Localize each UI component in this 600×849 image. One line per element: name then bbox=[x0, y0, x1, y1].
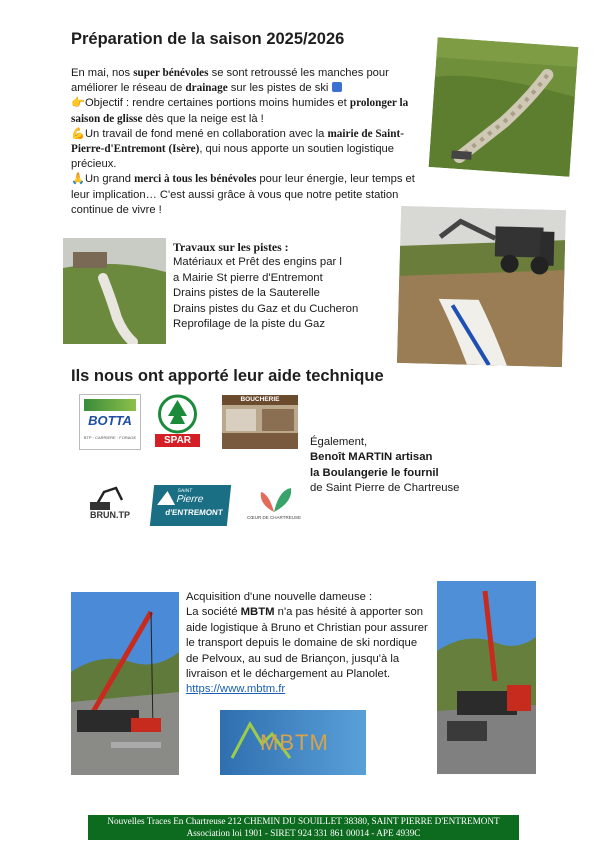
crane-truck-photo-left bbox=[71, 592, 179, 775]
botta-logo-subtitle: BTP · CARRIERE · FORAGE bbox=[83, 435, 137, 440]
spar-logo-text: SPAR bbox=[155, 434, 200, 447]
hillside-drain-photo bbox=[63, 238, 166, 344]
intro-paragraph-4: 🙏Un grand merci à tous les bénévoles pour leur énergie, leur temps et leur implication… C'est aussi grâce à vous que notre petite station continue de vivre ! bbox=[71, 173, 415, 216]
footer-address: Nouvelles Traces En Chartreuse 212 CHEMIN DU SOUILLET 38380, SAINT PIERRE D'ENTREMONT bbox=[107, 816, 500, 826]
excavator-icon bbox=[82, 484, 138, 512]
coeur-de-chartreuse-logo bbox=[247, 484, 301, 528]
groomer-description: La société MBTM n'a pas hésité à apporter son aide logistique à Bruno et Christian pour assurer le transport depuis le domaine de ski nordique de Pelvoux, au sud de Briançon, jusqu'à la livraison et le déchargement au Planolet. bbox=[186, 606, 428, 681]
section-title-technical-help: Ils nous ont apporté leur aide technique bbox=[71, 367, 384, 385]
spar-tree-icon bbox=[155, 394, 200, 434]
chartreuse-logo-text: CŒUR DE CHARTREUSE bbox=[247, 515, 301, 520]
brun-tp-logo bbox=[82, 484, 138, 528]
works-line: Reprofilage de la piste du Gaz bbox=[173, 318, 325, 331]
crane-truck-photo-right bbox=[437, 581, 536, 774]
helper-name-2: la Boulangerie le fournil bbox=[310, 466, 439, 479]
footer bbox=[88, 815, 519, 840]
intro-paragraph-2: 👉Objectif : rendre certaines portions moins humides et prolonger la saison de glisse dès que la neige est là ! bbox=[71, 97, 409, 125]
works-line: a Mairie St pierre d'Entremont bbox=[173, 271, 323, 284]
mbtm-logo-text: MBTM bbox=[260, 730, 329, 755]
pointing-hand-icon: 👉 bbox=[71, 97, 85, 110]
intro-text bbox=[71, 66, 429, 218]
flexed-arm-icon: 💪 bbox=[71, 127, 85, 140]
works-heading: Travaux sur les pistes : bbox=[173, 240, 289, 254]
page-title: Préparation de la saison 2025/2026 bbox=[71, 30, 345, 48]
works-line: Drains pistes de la Sauterelle bbox=[173, 287, 320, 300]
works-line: Drains pistes du Gaz et du Cucheron bbox=[173, 302, 359, 315]
mbtm-website-link[interactable]: https://www.mbtm.fr bbox=[186, 683, 286, 696]
ski-emoji-icon bbox=[332, 82, 342, 92]
drain-trench-photo bbox=[429, 37, 579, 177]
spar-logo bbox=[155, 394, 200, 448]
intro-paragraph-1: En mai, nos super bénévoles se sont retroussé les manches pour améliorer le réseau de drainage sur les pistes de ski bbox=[71, 67, 389, 95]
boucherie-sign-text: BOUCHERIE bbox=[240, 396, 280, 403]
groomer-heading: Acquisition d'une nouvelle dameuse : bbox=[186, 591, 373, 603]
groomer-text bbox=[186, 590, 431, 698]
footer-legal: Association loi 1901 - SIRET 924 331 861 00014 - APE 4939C bbox=[186, 827, 421, 838]
intro-paragraph-3: 💪Un travail de fond mené en collaboration avec la mairie de Saint-Pierre-d'Entremont (Isère), qui nous apporte un soutien logistique précieux. bbox=[71, 127, 404, 171]
additional-helpers bbox=[310, 435, 510, 497]
entremont-logo-line-3: d'ENTREMONT bbox=[164, 508, 224, 517]
leaf-icon bbox=[247, 484, 301, 514]
helper-name-1: Benoît MARTIN artisan bbox=[310, 451, 433, 464]
helper-place: de Saint Pierre de Chartreuse bbox=[310, 482, 460, 495]
saint-pierre-entremont-logo bbox=[150, 485, 231, 526]
botta-logo bbox=[79, 394, 141, 450]
also-label: Également, bbox=[310, 436, 368, 448]
mbtm-logo bbox=[220, 710, 366, 775]
entremont-logo-line-1: SAINT bbox=[177, 488, 193, 494]
boucherie-photo bbox=[222, 395, 298, 449]
botta-logo-mountain-icon bbox=[84, 399, 136, 411]
works-line: Matériaux et Prêt des engins par l bbox=[173, 256, 342, 269]
works-block bbox=[173, 240, 393, 332]
mountain-icon bbox=[157, 491, 176, 505]
excavator-photo bbox=[397, 206, 566, 367]
botta-logo-text: BOTTA bbox=[88, 413, 132, 428]
brun-tp-logo-text: BRUN.TP bbox=[90, 510, 130, 520]
entremont-logo-line-2: Pierre bbox=[176, 494, 204, 505]
praying-hands-icon: 🙏 bbox=[71, 173, 85, 186]
